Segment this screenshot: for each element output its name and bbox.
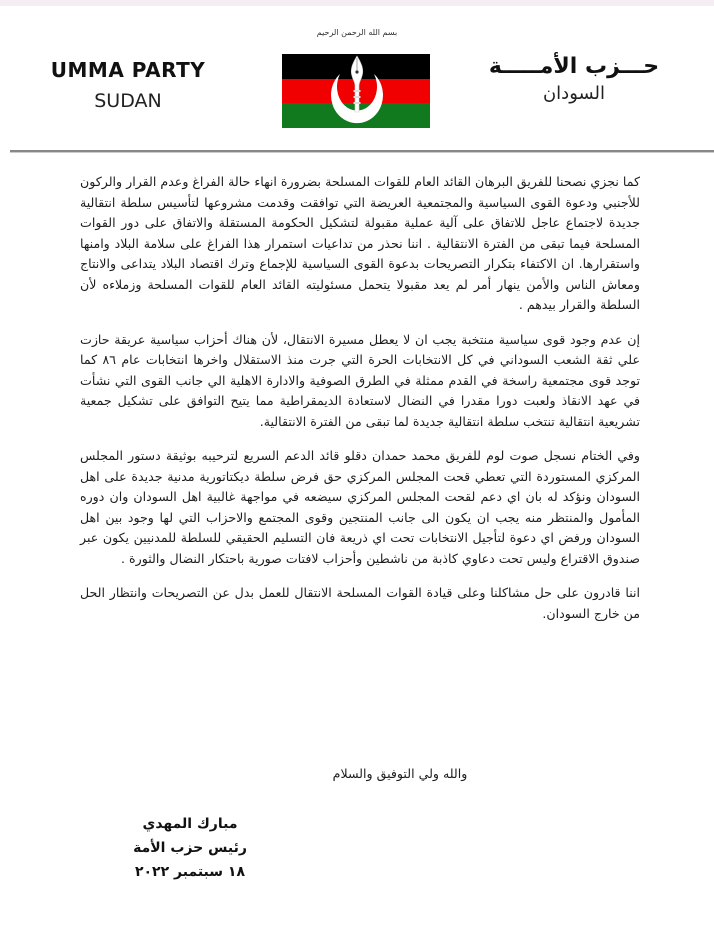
signature-date: ١٨ سبتمبر ٢٠٢٢: [134, 864, 246, 880]
paragraph: وفي الختام نسجل صوت لوم للفريق محمد حمدان دقلو قائد الدعم السريع لترحيبه بوثيقة دستور المجلس المركزي المستوردة التي تعطي قحت المجلس المركزي حق فرض سلطة ديكتاتورية مدنية جديدة على اهل السودان ونؤكد له بان اي دعم لقحت المجلس المركزي سيضعه في مواجهة غالبية اهل السودان وان دوره المأمول والمنتظر منه يجب ان يكون الى جانب المنتجين وقوى المجتمع والاحزاب التي لها وجود بين اهل السودان ورفض اي دعوة لتأجيل الانتخابات تحت اي ذريعة فان التسليم الحقيقي للسلطة للمدنيين يكون عبر صندوق الاقتراع وليس تحت دعاوي كاذبة من ناشطين وأحزاب لافتات صورية باحتكار النضال والثورة .: [80, 448, 640, 566]
letter-body: [80, 172, 640, 638]
arabic-country: السودان: [542, 83, 606, 104]
umma-party-flag-icon: [282, 54, 430, 128]
english-country: SUDAN: [94, 90, 162, 112]
english-letterhead: [38, 58, 218, 112]
arabic-party-name: حـــزب الأمـــــة: [488, 54, 660, 79]
header-divider: [10, 150, 714, 152]
paragraph: اننا قادرون على حل مشاكلنا وعلى قيادة القوات المسلحة الانتقال للعمل بدل عن التصريحات وانتظار الحل من خارج السودان.: [80, 585, 640, 621]
paragraph: كما نجزي نصحنا للفريق البرهان القائد العام للقوات المسلحة بضرورة انهاء حالة الفراغ وعدم القرار والركون للأجنبي ودعوة القوى السياسية والمجتمعية العريضة التي توافقت وقدمت مشروعها لتأسيس سلطة انتقالية جديدة لاجتماع عاجل للاتفاق على آلية عملية مقبولة لتشكيل الحكومة المستقلة والاتفاق على دور القوات المسلحة فيما تبقى من الفترة الانتقالية . اننا نحذر من تداعيات استمرار هذا الفراغ على سلامة البلاد وامنها واستقرارها. ان الاكتفاء بتكرار التصريحات بدعوة القوى السياسية للإجماع وترك اقتصاد البلاد يتداعى والانتاج ومعاش الناس والأمن ينهار أمر لم يعد مقبولا يتحمل مسئوليته القائد العام للقوات المسلحة وزملاءه لأن السلطة والقرار بيدهم .: [80, 174, 640, 312]
paragraph: إن عدم وجود قوى سياسية منتخبة يجب ان لا يعطل مسيرة الانتقال، لأن هناك أحزاب سياسية عريقة حازت علي ثقة الشعب السوداني في كل الانتخابات الحرة التي جرت منذ الاستقلال واخرها انتخابات عام ٨٦ كما توجد قوى مجتمعية راسخة في القدم ممثلة في الطرق الصوفية والادارة الاهلية الي جانب القوى التي نشأت في عهد الانقاذ ولعبت دورا مقدرا في النضال لاستعادة الديمقراطية مما يتيح التوافق على تشكيل جمعية تشريعية انتقالية تنتخب سلطة انتقالية جديدة لما تبقى من الفترة الانتقالية.: [80, 331, 640, 429]
signatory-title: رئيس حزب الأمة: [133, 840, 247, 856]
top-strip: [0, 0, 714, 6]
signatory-name: مبارك المهدي: [142, 816, 238, 832]
signature-block: [100, 812, 280, 884]
english-party-name: UMMA PARTY: [50, 58, 206, 82]
closing-salutation: والله ولي التوفيق والسلام: [332, 766, 468, 781]
basmala: بسم الله الرحمن الرحيم: [316, 28, 398, 37]
arabic-letterhead: [474, 54, 674, 104]
